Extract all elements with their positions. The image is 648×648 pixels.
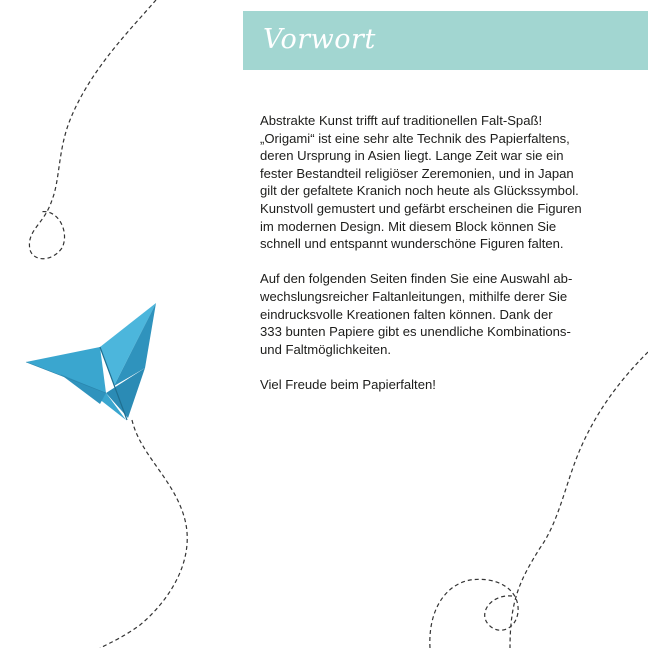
dashed-flight-path-top [29, 0, 156, 259]
text-line: 333 bunten Papiere gibt es unendliche Kombinations- [260, 324, 571, 340]
preface-text [260, 112, 632, 411]
text-line: und Faltmöglichkeiten. [260, 341, 392, 357]
paragraph [260, 376, 632, 394]
text-line: im modernen Design. Mit diesem Block können Sie [260, 218, 557, 234]
text-line: Viel Freude beim Papierfalten! [260, 376, 436, 392]
text-line: gilt der gefaltete Kranich noch heute als Glückssymbol. [260, 183, 579, 199]
text-line: eindrucksvolle Kreationen falten können. Dank der [260, 306, 553, 322]
text-line: Kunstvoll gemustert und gefärbt erscheinen die Figuren [260, 200, 582, 216]
text-line: „Origami“ ist eine sehr alte Technik des Papierfaltens, [260, 130, 570, 146]
text-line: Abstrakte Kunst trifft auf traditionellen Falt-Spaß! [260, 113, 543, 128]
text-line: schnell und entspannt wunderschöne Figuren falten. [260, 236, 564, 252]
origami-butterfly-icon [26, 303, 156, 420]
text-line: wechslungsreicher Faltanleitungen, mithilfe derer Sie [260, 288, 568, 304]
text-line: deren Ursprung in Asien liegt. Lange Zeit war sie ein [260, 148, 564, 164]
paragraph [260, 112, 632, 253]
text-line: Auf den folgenden Seiten finden Sie eine Auswahl ab- [260, 271, 573, 287]
title-banner [243, 11, 648, 70]
paragraph [260, 270, 632, 358]
dashed-flight-path-bottom-left [100, 420, 187, 648]
text-line: fester Bestandteil religiöser Zeremonien, und in Japan [260, 165, 574, 181]
dashed-flight-loop-bottom [430, 579, 518, 648]
page-title: Vorwort [263, 24, 376, 55]
